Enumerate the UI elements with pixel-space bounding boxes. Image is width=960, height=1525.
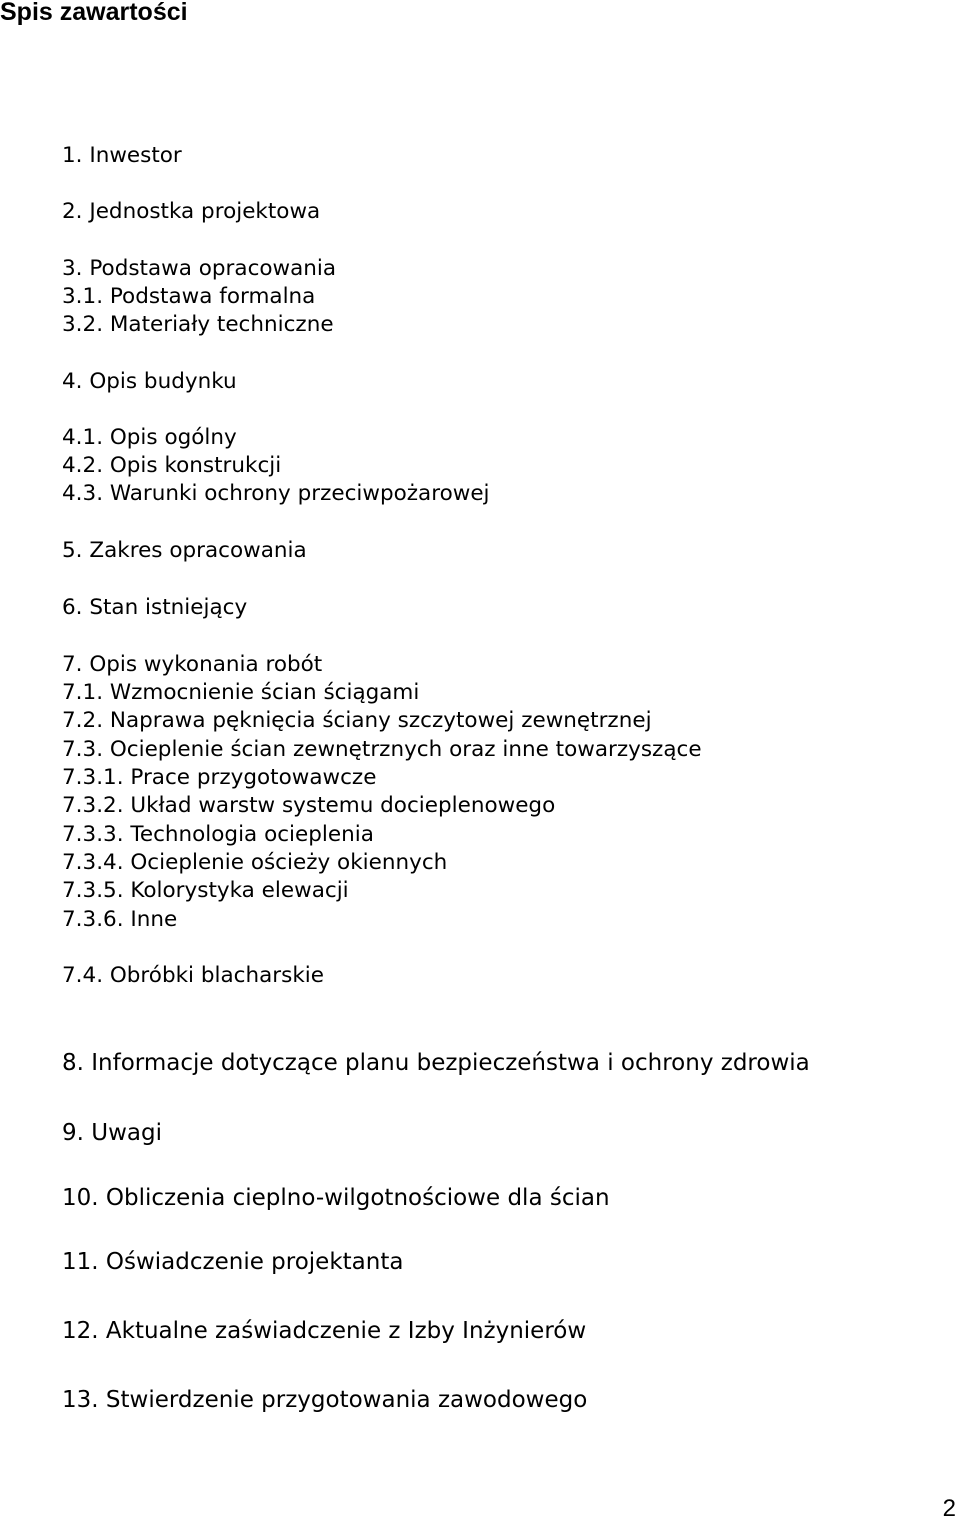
toc-item-11: 11. Oświadczenie projektanta xyxy=(62,1249,404,1275)
toc-item-7-1: 7.1. Wzmocnienie ścian ściągami xyxy=(62,680,420,705)
toc-item-7-3-4: 7.3.4. Ocieplenie ościeży okiennych xyxy=(62,850,448,875)
toc-item-7-4: 7.4. Obróbki blacharskie xyxy=(62,963,324,988)
toc-item-4: 4. Opis budynku xyxy=(62,369,237,394)
page-title: Spis zawartości xyxy=(0,0,188,26)
toc-item-7: 7. Opis wykonania robót xyxy=(62,652,323,677)
toc-item-4-2: 4.2. Opis konstrukcji xyxy=(62,453,282,478)
toc-item-3-2: 3.2. Materiały techniczne xyxy=(62,312,334,337)
toc-item-12: 12. Aktualne zaświadczenie z Izby Inżynierów xyxy=(62,1318,587,1344)
toc-item-6: 6. Stan istniejący xyxy=(62,595,248,620)
page-number: 2 xyxy=(942,1495,956,1522)
toc-item-4-1: 4.1. Opis ogólny xyxy=(62,425,237,450)
toc-item-1: 1. Inwestor xyxy=(62,143,182,168)
toc-item-7-3-5: 7.3.5. Kolorystyka elewacji xyxy=(62,878,349,903)
toc-item-7-3-3: 7.3.3. Technologia ocieplenia xyxy=(62,822,374,847)
toc-item-7-2: 7.2. Naprawa pęknięcia ściany szczytowej zewnętrznej xyxy=(62,708,652,733)
toc-item-8: 8. Informacje dotyczące planu bezpieczeństwa i ochrony zdrowia xyxy=(62,1050,810,1076)
toc-item-3-1: 3.1. Podstawa formalna xyxy=(62,284,316,309)
toc-item-3: 3. Podstawa opracowania xyxy=(62,256,337,281)
toc-item-4-3: 4.3. Warunki ochrony przeciwpożarowej xyxy=(62,481,490,506)
toc-item-7-3: 7.3. Ocieplenie ścian zewnętrznych oraz inne towarzyszące xyxy=(62,737,702,762)
toc-item-5: 5. Zakres opracowania xyxy=(62,538,307,563)
toc-item-2: 2. Jednostka projektowa xyxy=(62,199,321,224)
toc-item-7-3-1: 7.3.1. Prace przygotowawcze xyxy=(62,765,377,790)
toc-item-7-3-6: 7.3.6. Inne xyxy=(62,907,178,932)
toc-item-13: 13. Stwierdzenie przygotowania zawodowego xyxy=(62,1387,588,1413)
toc-item-7-3-2: 7.3.2. Układ warstw systemu docieplenowego xyxy=(62,793,556,818)
toc-item-10: 10. Obliczenia cieplno-wilgotnościowe dla ścian xyxy=(62,1185,610,1211)
toc-item-9: 9. Uwagi xyxy=(62,1120,162,1146)
